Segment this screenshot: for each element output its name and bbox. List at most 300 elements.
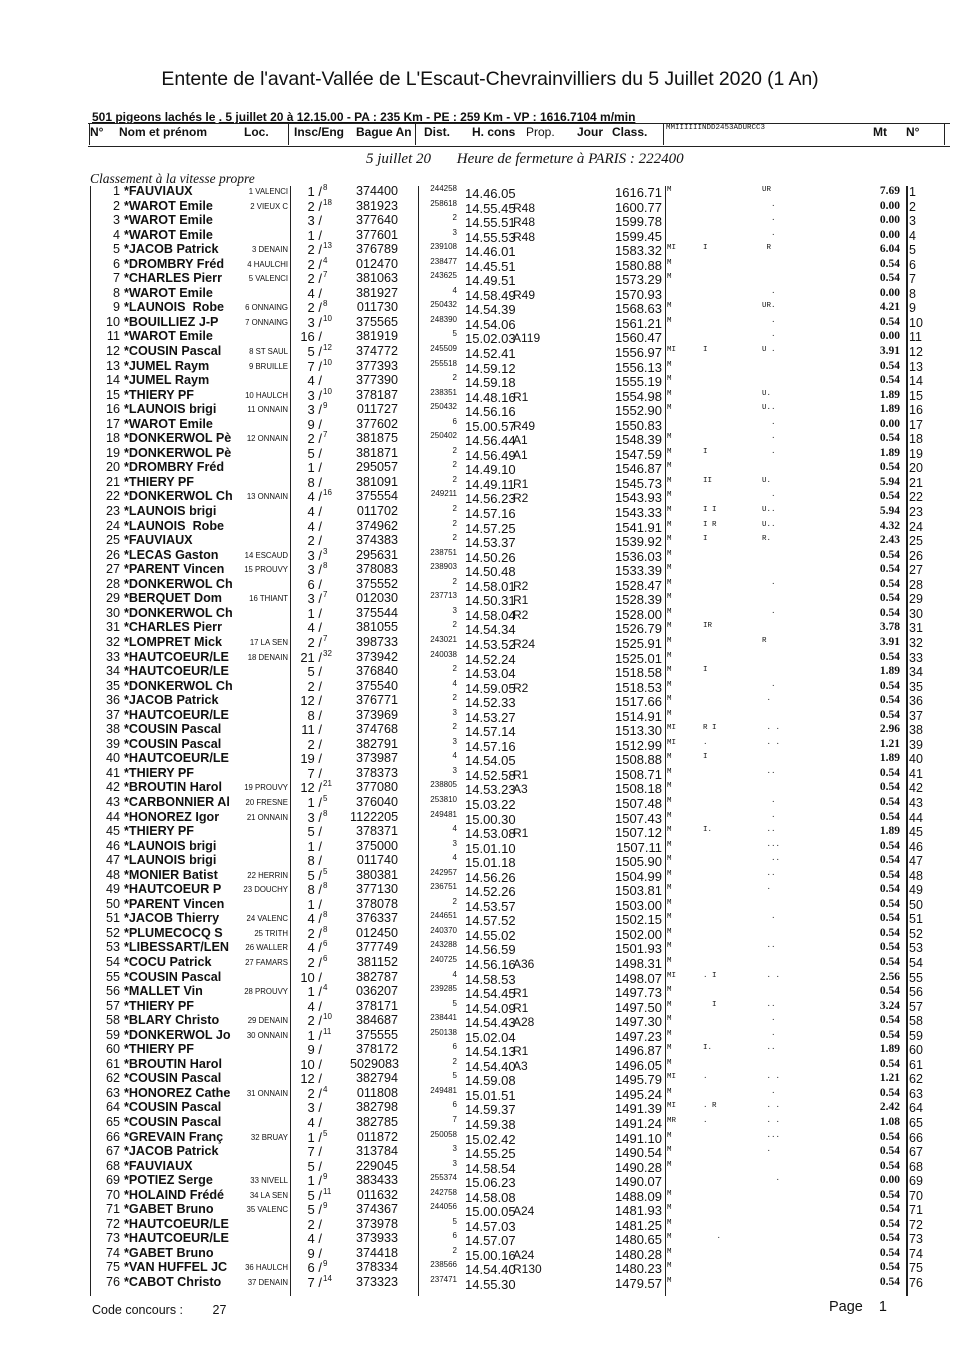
amount: 0.54 xyxy=(879,548,900,561)
ring-number: 295057 xyxy=(355,460,398,475)
rank: 52 xyxy=(105,925,120,940)
prop: R48 xyxy=(513,200,536,215)
amount: 1.89 xyxy=(879,403,900,416)
clock-time: 14.58.54 xyxy=(465,1160,516,1176)
clock-time: 15.00.16 xyxy=(465,1247,516,1263)
ring-number: 375540 xyxy=(355,678,398,693)
amount: 0.54 xyxy=(879,359,900,372)
amount: 0.54 xyxy=(879,897,900,910)
clock-time: 14.55.53 xyxy=(465,229,516,245)
table-row xyxy=(0,853,980,871)
insc-eng: 2 / xyxy=(307,533,322,549)
rank: 20 xyxy=(105,460,120,475)
mark-codes-2: . xyxy=(762,331,776,340)
amount: 1.89 xyxy=(879,752,900,765)
table-row xyxy=(0,810,980,825)
rank: 35 xyxy=(105,678,120,693)
flag-codes: M xyxy=(667,1131,672,1140)
table-row xyxy=(0,460,980,478)
ring-number: 5029083 xyxy=(350,1056,400,1071)
distance: 3 xyxy=(452,765,457,775)
mark-codes-2: . xyxy=(762,1029,776,1038)
ring-number: 378078 xyxy=(355,896,398,911)
velocity: 1528.39 xyxy=(615,592,662,608)
ring-number: 377602 xyxy=(355,416,398,431)
ring-number: 374772 xyxy=(355,344,398,359)
ring-number: 376840 xyxy=(355,664,398,679)
engaged-count: 18 xyxy=(323,197,332,207)
insc-eng: 4 / xyxy=(307,504,322,520)
clock-time: 14.55.51 xyxy=(465,215,516,231)
velocity: 1518.53 xyxy=(615,679,662,695)
fancier-name: *HOLAIND Frédé xyxy=(124,1187,225,1202)
code-concours-value: 27 xyxy=(212,1303,227,1317)
clock-time: 14.57.03 xyxy=(465,1218,516,1234)
insc-eng: 1 / xyxy=(307,1027,322,1043)
prop: R49 xyxy=(513,287,536,302)
amount: 0.54 xyxy=(879,1276,900,1289)
rank: 15 xyxy=(105,387,120,402)
table-row xyxy=(0,795,980,810)
row-number: 19 xyxy=(909,446,923,461)
mark-codes-2: . . xyxy=(762,1102,781,1111)
velocity: 1560.47 xyxy=(615,330,662,346)
engaged-count: 14 xyxy=(323,1274,332,1284)
flag-codes: M xyxy=(667,258,672,267)
rank: 31 xyxy=(105,620,120,635)
clock-time: 14.45.51 xyxy=(465,258,516,274)
engaged-count: 6 xyxy=(323,953,328,963)
insc-eng: 4 / xyxy=(307,1115,322,1130)
amount: 0.54 xyxy=(879,1130,900,1143)
flag-codes: M xyxy=(667,913,672,922)
row-number: 39 xyxy=(909,737,923,752)
ring-number: 375555 xyxy=(355,1027,398,1042)
velocity: 1502.15 xyxy=(615,912,662,928)
row-number: 59 xyxy=(909,1028,923,1043)
mark-codes: I I xyxy=(703,506,717,515)
row-number: 42 xyxy=(909,781,923,796)
amount: 0.54 xyxy=(879,810,900,823)
ring-number: 377640 xyxy=(355,213,398,228)
row-number: 16 xyxy=(909,403,923,418)
distance: 3 xyxy=(452,838,457,848)
flag-codes: M xyxy=(667,1000,672,1009)
insc-eng: 4 / xyxy=(307,940,322,956)
amount: 4.32 xyxy=(879,519,900,532)
ring-number: 011702 xyxy=(356,504,398,519)
table-row xyxy=(0,708,980,723)
ring-number: 012030 xyxy=(355,591,398,606)
clock-time: 14.57.25 xyxy=(465,520,516,536)
distance: 242957 xyxy=(430,867,457,877)
flag-codes: M xyxy=(667,651,672,660)
engaged-count: 16 xyxy=(323,488,332,498)
flag-codes: M xyxy=(667,506,672,515)
amount: 1.89 xyxy=(879,665,900,678)
distance: 3 xyxy=(452,707,457,717)
insc-eng: 4 / xyxy=(307,1231,322,1247)
distance: 240725 xyxy=(430,954,457,964)
rank: 30 xyxy=(105,605,120,620)
insc-eng: 5 / xyxy=(307,867,322,883)
amount: 0.54 xyxy=(879,461,900,474)
amount: 0.54 xyxy=(879,257,900,270)
locality: 11 ONNAIN xyxy=(247,405,288,415)
distance: 3 xyxy=(452,1144,457,1154)
distance: 2 xyxy=(452,213,457,223)
engaged-count: 4 xyxy=(323,1084,328,1094)
mark-codes-2: .. xyxy=(762,826,776,835)
clock-time: 14.57.07 xyxy=(465,1233,516,1249)
fancier-name: *JACOB Patrick xyxy=(124,242,219,257)
engaged-count: 8 xyxy=(323,808,328,818)
mark-codes-2: . xyxy=(762,229,776,238)
insc-eng: 12 / xyxy=(300,1071,322,1087)
insc-eng: 19 / xyxy=(300,751,322,767)
mark-codes: I xyxy=(703,666,708,675)
rank: 10 xyxy=(105,314,120,329)
insc-eng: 3 / xyxy=(307,809,322,825)
row-number: 32 xyxy=(909,635,923,650)
insc-eng: 7 / xyxy=(307,1144,322,1160)
locality: 36 HAULCH xyxy=(245,1263,288,1273)
table-row xyxy=(0,664,980,682)
fancier-name: *LAUNOIS Robe xyxy=(124,300,225,315)
flag-codes: M xyxy=(667,1262,672,1271)
row-number: 4 xyxy=(909,228,916,243)
amount: 0.54 xyxy=(879,1159,900,1172)
velocity: 1547.59 xyxy=(615,446,662,462)
rank: 1 xyxy=(112,184,120,198)
table-row xyxy=(0,679,980,694)
prop: A3 xyxy=(513,1058,528,1073)
mark-codes-2: UR. xyxy=(762,302,776,311)
clock-time: 15.00.05 xyxy=(465,1204,516,1220)
velocity: 1481.25 xyxy=(615,1217,662,1233)
ring-number: 381055 xyxy=(355,620,398,635)
amount: 0.54 xyxy=(879,592,900,605)
insc-eng: 10 / xyxy=(300,1056,322,1072)
insc-eng: 1 / xyxy=(307,984,322,1000)
header-divider xyxy=(288,124,289,145)
flag-codes: M xyxy=(667,1233,672,1242)
table-row xyxy=(0,1231,980,1249)
velocity: 1599.45 xyxy=(615,228,662,244)
mark-codes-2: R xyxy=(762,244,772,253)
row-number: 12 xyxy=(909,345,923,360)
distance: 6 xyxy=(452,1042,457,1052)
locality: 33 NIVELL xyxy=(250,1176,288,1186)
velocity: 1583.32 xyxy=(615,243,662,259)
rank: 69 xyxy=(105,1173,120,1188)
distance: 5 xyxy=(452,1216,457,1226)
rank: 46 xyxy=(105,838,120,853)
table-row xyxy=(0,839,980,854)
locality: 21 ONNAIN xyxy=(246,812,288,822)
prop: A28 xyxy=(513,1015,535,1030)
clock-time: 14.59.18 xyxy=(465,375,516,391)
flag-codes: M xyxy=(667,855,672,864)
clock-time: 14.54.45 xyxy=(465,986,516,1002)
col-header-jour: Jour xyxy=(577,125,604,139)
row-number: 65 xyxy=(909,1116,923,1130)
rank: 66 xyxy=(105,1129,120,1144)
amount: 0.54 xyxy=(879,781,900,794)
amount: 0.54 xyxy=(879,563,900,576)
clock-time: 14.58.01 xyxy=(465,578,516,594)
mark-codes-2: . xyxy=(762,316,776,325)
prop: R2 xyxy=(513,491,529,506)
insc-eng: 11 / xyxy=(301,722,322,738)
velocity: 1480.28 xyxy=(615,1246,662,1262)
insc-eng: 1 / xyxy=(307,227,322,243)
rank: 73 xyxy=(105,1231,120,1246)
row-number: 75 xyxy=(909,1261,923,1276)
row-number: 72 xyxy=(909,1217,923,1232)
insc-eng: 2 / xyxy=(307,300,322,316)
mark-codes-2: . xyxy=(762,607,776,616)
table-row xyxy=(0,824,980,842)
table-row xyxy=(0,1071,980,1089)
flag-codes: M xyxy=(667,709,672,718)
table-row xyxy=(0,1259,980,1278)
row-number: 10 xyxy=(909,315,923,330)
row-number: 27 xyxy=(909,563,923,578)
velocity: 1501.93 xyxy=(615,941,662,957)
velocity: 1505.90 xyxy=(615,854,662,870)
amount: 0.54 xyxy=(879,679,900,692)
flag-codes: M xyxy=(667,840,672,849)
flag-codes: M xyxy=(667,273,672,282)
engaged-count: 5 xyxy=(323,1128,328,1138)
flag-codes: MI xyxy=(667,738,677,747)
insc-eng: 2 / xyxy=(307,736,322,752)
flag-codes: M xyxy=(667,433,672,442)
clock-time: 15.02.42 xyxy=(465,1131,516,1147)
fancier-name: *LAUNOIS brigi xyxy=(124,504,217,519)
col-header-loc: Loc. xyxy=(244,125,269,139)
ring-number: 011740 xyxy=(356,853,398,868)
ring-number: 384687 xyxy=(355,1013,398,1028)
velocity: 1512.99 xyxy=(615,737,662,753)
distance: 237471 xyxy=(430,1275,457,1285)
flag-codes: M xyxy=(667,1189,672,1198)
velocity: 1503.00 xyxy=(615,897,662,913)
velocity: 1491.10 xyxy=(615,1130,662,1146)
fancier-name: *COUSIN Pascal xyxy=(124,1100,222,1115)
insc-eng: 3 / xyxy=(307,547,322,563)
table-row xyxy=(0,1042,980,1060)
table-row xyxy=(0,766,980,781)
table-row xyxy=(0,620,980,638)
mark-codes-2: U.. xyxy=(762,520,776,529)
section-label: Classement à la vitesse propre xyxy=(90,171,255,186)
clock-time: 15.01.51 xyxy=(465,1087,516,1103)
flag-codes: M xyxy=(667,535,672,544)
clock-time: 14.54.43 xyxy=(465,1015,516,1031)
flag-codes: M xyxy=(667,316,672,325)
ring-number: 381919 xyxy=(355,329,398,344)
rank: 27 xyxy=(105,562,120,577)
distance: 255518 xyxy=(430,358,457,368)
engaged-count: 12 xyxy=(323,343,332,353)
prop: R1 xyxy=(513,1044,529,1059)
mark-codes: I xyxy=(703,1000,717,1009)
rank: 43 xyxy=(105,794,120,809)
mark-codes-2: . xyxy=(762,1015,776,1024)
ring-number: 012450 xyxy=(355,925,398,940)
row-number: 55 xyxy=(909,970,923,985)
rank: 59 xyxy=(105,1027,120,1042)
ring-number: 381063 xyxy=(355,271,398,286)
velocity: 1599.78 xyxy=(615,214,662,230)
table-row xyxy=(0,1130,980,1145)
clock-time: 14.59.05 xyxy=(465,680,516,696)
table-row xyxy=(0,737,980,752)
insc-eng: 4 / xyxy=(307,285,322,301)
ring-number: 011632 xyxy=(356,1187,398,1202)
distance: 2 xyxy=(452,693,457,703)
fancier-name: *WAROT Emile xyxy=(124,198,213,213)
flag-codes: M xyxy=(667,1247,672,1256)
amount: 1.89 xyxy=(879,825,900,838)
amount: 0.54 xyxy=(879,1188,900,1201)
amount: 0.54 xyxy=(879,1203,900,1216)
col-header-mt: Mt xyxy=(873,125,887,139)
engaged-count: 8 xyxy=(323,924,328,934)
clock-time: 14.57.16 xyxy=(465,738,516,754)
rank: 33 xyxy=(105,649,120,664)
distance: 238751 xyxy=(430,547,457,557)
flag-codes: M xyxy=(667,1044,672,1053)
insc-eng: 3 / xyxy=(307,562,322,578)
rank: 76 xyxy=(105,1275,120,1290)
row-number: 11 xyxy=(909,330,922,345)
distance: 4 xyxy=(452,824,457,834)
engaged-count: 10 xyxy=(323,386,332,396)
rank: 63 xyxy=(105,1085,120,1100)
clock-time: 14.52.24 xyxy=(465,651,516,667)
distance: 249481 xyxy=(430,1085,457,1095)
locality: 5 VALENCI xyxy=(248,274,288,284)
prop: A36 xyxy=(513,956,535,971)
prop: R1 xyxy=(513,593,529,608)
insc-eng: 8 / xyxy=(307,707,322,723)
clock-time: 14.56.44 xyxy=(465,433,516,449)
flag-codes: M xyxy=(667,549,672,558)
distance: 250402 xyxy=(430,431,457,441)
fancier-name: *DONKERWOL Pè xyxy=(124,431,232,446)
distance: 3 xyxy=(452,1158,457,1168)
prop: R48 xyxy=(513,215,536,230)
rank: 29 xyxy=(105,591,120,606)
velocity: 1513.30 xyxy=(615,723,662,739)
engaged-count: 8 xyxy=(323,881,328,891)
amount: 0.54 xyxy=(879,650,900,663)
locality: 32 BRUAY xyxy=(250,1132,288,1142)
row-number: 14 xyxy=(909,374,923,389)
prop: A1 xyxy=(513,447,528,462)
prop: R1 xyxy=(513,389,529,404)
mark-codes: I xyxy=(703,447,708,456)
clock-time: 14.54.40 xyxy=(465,1262,516,1278)
amount: 0.54 xyxy=(879,708,900,721)
amount: 0.54 xyxy=(879,868,900,881)
ring-number: 376789 xyxy=(355,242,398,257)
velocity: 1556.97 xyxy=(615,345,662,361)
row-number: 35 xyxy=(909,679,923,694)
mark-codes-2: .. xyxy=(762,869,776,878)
velocity: 1616.71 xyxy=(615,185,662,200)
fancier-name: *DONKERWOL Ch xyxy=(124,605,233,620)
velocity: 1490.28 xyxy=(615,1159,662,1175)
clock-time: 14.49.51 xyxy=(465,273,516,289)
distance: 3 xyxy=(452,227,457,237)
amount: 3.91 xyxy=(879,345,900,358)
fancier-name: *HONOREZ Igor xyxy=(124,809,220,824)
ring-number: 381091 xyxy=(355,474,398,489)
locality: 25 TRITH xyxy=(254,928,288,938)
col-header-no-right: N° xyxy=(906,125,920,139)
fancier-name: *HONOREZ Cathe xyxy=(124,1085,231,1100)
distance: 4 xyxy=(452,853,457,863)
distance: 248390 xyxy=(430,314,457,324)
clock-time: 14.52.26 xyxy=(465,884,516,900)
mark-codes-2: . . xyxy=(762,1117,781,1125)
rank: 5 xyxy=(112,242,120,257)
prop: A24 xyxy=(513,1204,535,1219)
prop: R1 xyxy=(513,986,529,1001)
fancier-name: *JUMEL Raym xyxy=(124,358,210,373)
row-number: 33 xyxy=(909,650,923,665)
flag-codes: M xyxy=(667,607,672,616)
table-row xyxy=(0,315,980,330)
table-row xyxy=(0,286,980,301)
insc-eng: 5 / xyxy=(307,664,322,680)
clock-time: 14.58.53 xyxy=(465,971,516,987)
clock-time: 14.57.16 xyxy=(465,506,516,522)
engaged-count: 10 xyxy=(323,1012,332,1022)
ring-number: 376337 xyxy=(355,911,398,926)
fancier-name: *THIERY PF xyxy=(124,387,194,402)
table-row xyxy=(0,1100,980,1118)
mark-codes-2: . xyxy=(762,447,776,456)
fancier-name: *DONKERWOL Pè xyxy=(124,445,232,460)
ring-number: 377130 xyxy=(355,882,398,897)
fancier-name: *WAROT Emile xyxy=(124,329,213,344)
engaged-count: 9 xyxy=(323,1201,328,1211)
rank: 61 xyxy=(105,1056,120,1071)
fancier-name: *COUSIN Pascal xyxy=(124,1115,222,1129)
velocity: 1518.58 xyxy=(615,665,662,681)
locality: 35 VALENC xyxy=(246,1205,288,1215)
flag-codes: M xyxy=(667,389,672,398)
rank: 14 xyxy=(105,373,120,388)
ring-number: 382794 xyxy=(355,1071,398,1086)
fancier-name: *BERQUET Dom xyxy=(124,591,222,606)
clock-time: 14.54.34 xyxy=(465,622,516,638)
row-number: 54 xyxy=(909,955,923,970)
mark-codes-2: . xyxy=(762,215,776,224)
ring-number: 378371 xyxy=(355,824,398,839)
fancier-name: *COUSIN Pascal xyxy=(124,969,222,984)
row-number: 26 xyxy=(909,548,923,563)
prop: R24 xyxy=(513,636,536,651)
flag-codes: M xyxy=(667,796,672,805)
ring-number: 373969 xyxy=(355,707,398,722)
ring-number: 381871 xyxy=(355,445,398,460)
